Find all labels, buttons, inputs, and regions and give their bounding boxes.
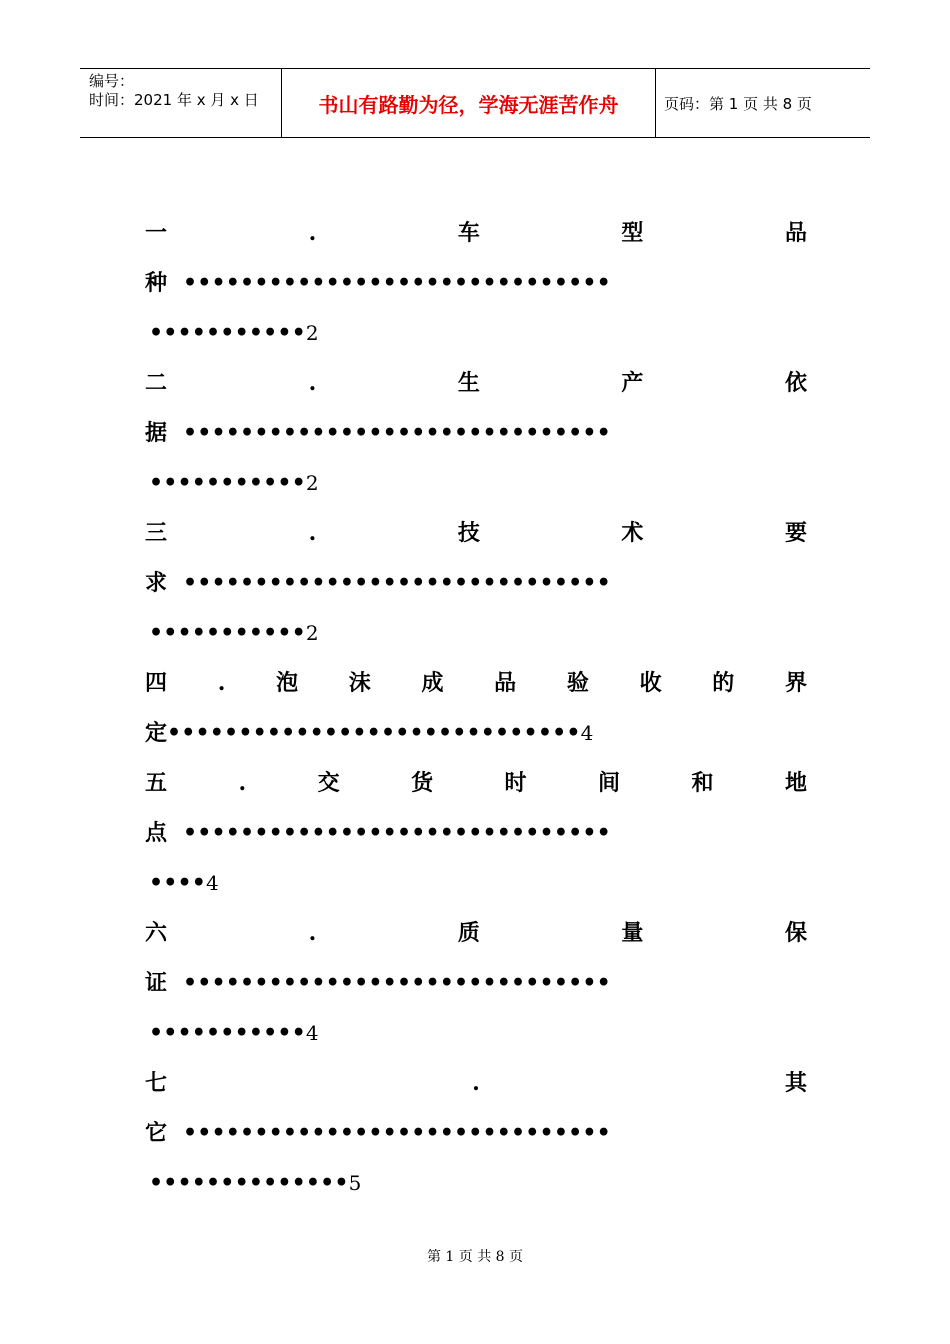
toc-title-char: 依 — [784, 370, 807, 396]
toc-title-char: 要 — [784, 520, 807, 546]
toc-title-char: 的 — [712, 670, 735, 696]
toc-title-char: 二 — [145, 370, 168, 396]
toc-title-char: 品 — [784, 220, 807, 246]
toc-title-char: 求 — [145, 570, 168, 596]
toc-title-char: 其 — [784, 1070, 807, 1096]
toc-entry-leader — [145, 568, 807, 598]
toc-title-char: 型 — [621, 220, 644, 246]
toc-entry-page-line — [145, 468, 807, 498]
toc-title-char: 时 — [504, 770, 527, 796]
header-page-info: 页码：第 1 页 共 8 页 — [664, 94, 812, 113]
page-header — [80, 68, 870, 138]
toc-entry-page-line — [145, 1018, 807, 1048]
toc-title-char: 证 — [145, 970, 168, 996]
toc-title-char: 质 — [457, 920, 480, 946]
toc-title-char: 定 — [145, 720, 168, 746]
toc-page-number: 4 — [206, 871, 219, 895]
toc-leader-dots: •••••••••••••••••••••••••••••• — [183, 820, 611, 846]
toc-entry-leader — [145, 818, 807, 848]
toc-title-char: 货 — [411, 770, 434, 796]
toc-title-char: 种 — [145, 270, 168, 296]
toc-entry-title[interactable] — [145, 518, 807, 548]
toc-title-char: 它 — [145, 1120, 168, 1146]
toc-entry-title[interactable] — [145, 918, 807, 948]
toc-title-char: . — [238, 770, 247, 796]
toc-title-char: . — [308, 920, 317, 946]
toc-title-char: 验 — [566, 670, 589, 696]
toc-entry-title[interactable] — [145, 218, 807, 248]
toc-leader-dots: ••••••••••• — [149, 1020, 306, 1046]
toc-entry-leader — [145, 268, 807, 298]
toc-title-char: 沫 — [348, 670, 371, 696]
toc-title-char: 界 — [784, 670, 807, 696]
toc-title-char: . — [308, 220, 317, 246]
toc-leader-dots: •••••••••••••••••••••••••••••• — [183, 570, 611, 596]
toc-entry-title[interactable] — [145, 668, 807, 698]
page-footer: 第 1 页 共 8 页 — [426, 1249, 524, 1265]
toc-title-char: 三 — [145, 520, 168, 546]
toc-title-char: 和 — [691, 770, 714, 796]
toc-title-char: 收 — [639, 670, 662, 696]
toc-entry-leader — [145, 718, 807, 748]
toc-title-char: 车 — [457, 220, 480, 246]
toc-entry-page-line — [145, 868, 807, 898]
toc-title-char: . — [217, 670, 226, 696]
toc-entry-page-line — [145, 618, 807, 648]
toc-entry-leader — [145, 968, 807, 998]
toc-entry-title[interactable] — [145, 1068, 807, 1098]
toc-title-char: 量 — [621, 920, 644, 946]
toc-leader-dots: •••••••••••••••••••••••••••••• — [183, 270, 611, 296]
toc-leader-dots: ••••••••••••••••••••••••••••• — [167, 720, 581, 746]
toc-title-char: 产 — [621, 370, 644, 396]
header-motto: 书山有路勤为径，学海无涯苦作舟 — [282, 69, 656, 137]
toc-leader-dots: •••••••••••••••••••••••••••••• — [183, 420, 611, 446]
toc-leader-dots: ••••••••••• — [149, 320, 306, 346]
toc-page-number: 2 — [305, 471, 319, 495]
toc-title-char: 泡 — [276, 670, 299, 696]
toc-leader-dots: •••••••••••••••••••••••••••••• — [183, 970, 611, 996]
toc-title-char: . — [472, 1070, 480, 1096]
toc-title-char: 一 — [145, 220, 168, 246]
toc-title-char: 品 — [494, 670, 517, 696]
toc-page-number: 4 — [305, 1021, 319, 1045]
toc-title-char: . — [308, 370, 317, 396]
toc-title-char: 成 — [421, 670, 444, 696]
toc-entry-leader — [145, 418, 807, 448]
toc-title-char: 六 — [145, 920, 168, 946]
toc-page-number: 5 — [348, 1171, 362, 1195]
toc-entry-title[interactable] — [145, 368, 807, 398]
toc-title-char: . — [308, 520, 317, 546]
toc-title-char: 五 — [145, 770, 168, 796]
toc-leader-dots: •••••••••••••• — [149, 1170, 349, 1196]
toc-leader-dots: ••••••••••• — [149, 620, 306, 646]
toc-title-char: 七 — [145, 1070, 168, 1096]
toc-title-char: 点 — [145, 820, 168, 846]
toc-title-char: 地 — [784, 770, 807, 796]
number-label: 编号： — [89, 72, 135, 90]
toc-page-number: 2 — [305, 621, 319, 645]
toc-leader-dots: ••••••••••• — [149, 470, 306, 496]
toc-title-char: 术 — [621, 520, 644, 546]
toc-title-char: 交 — [317, 770, 340, 796]
toc-page-number: 2 — [305, 321, 319, 345]
toc-entry-page-line — [145, 318, 807, 348]
toc-leader-dots: •••• — [149, 870, 207, 896]
toc-title-char: 生 — [457, 370, 480, 396]
toc-page-number: 4 — [580, 721, 594, 745]
time-label: 时间：2021 年 x 月 x 日 — [89, 91, 259, 109]
toc-title-char: 据 — [145, 420, 168, 446]
toc-title-char: 间 — [598, 770, 621, 796]
toc-entry-title[interactable] — [145, 768, 807, 798]
toc-entry-page-line — [145, 1168, 807, 1198]
toc-entry-leader — [145, 1118, 807, 1148]
toc-title-char: 技 — [457, 520, 480, 546]
header-left-cell — [80, 69, 282, 137]
toc-leader-dots: •••••••••••••••••••••••••••••• — [183, 1120, 611, 1146]
toc-title-char: 保 — [784, 920, 807, 946]
toc-title-char: 四 — [145, 670, 168, 696]
